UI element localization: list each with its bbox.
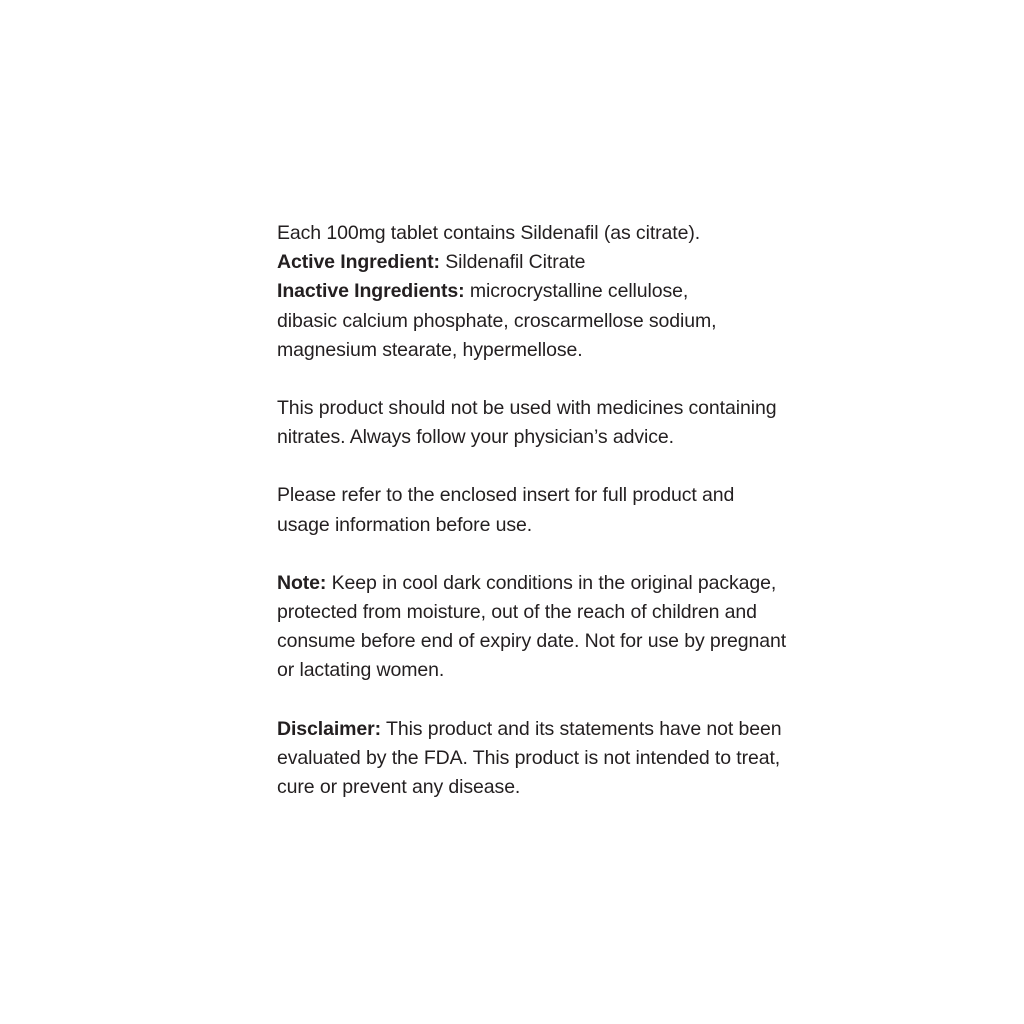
insert-line: Please refer to the enclosed insert for full product and: [277, 484, 735, 507]
disclaimer-paragraph: [277, 715, 857, 803]
inactive-ingredients-line: [277, 277, 857, 306]
nitrates-warning-paragraph: [277, 394, 857, 452]
disclaimer-line: cure or prevent any disease.: [277, 776, 521, 799]
note-line: or lactating women.: [277, 659, 445, 682]
note-line: [277, 569, 857, 598]
note-line: consume before end of expiry date. Not for use by pregnant: [277, 630, 787, 653]
disclaimer-label: Disclaimer:: [277, 717, 382, 740]
disclaimer-line: [277, 715, 857, 744]
disclaimer-line: evaluated by the FDA. This product is not intended to treat,: [277, 746, 781, 769]
inactive-ingredients-continued: magnesium stearate, hypermellose.: [277, 338, 583, 361]
inactive-ingredients-continued: dibasic calcium phosphate, croscarmellose sodium,: [277, 309, 717, 332]
active-ingredient-line: [277, 248, 857, 277]
composition-paragraph: [277, 219, 857, 365]
inactive-ingredients-label: Inactive Ingredients:: [277, 280, 465, 303]
warning-line: nitrates. Always follow your physician’s advice.: [277, 426, 674, 449]
inactive-ingredients-value: microcrystalline cellulose,: [464, 280, 689, 303]
note-line: protected from moisture, out of the reach of children and: [277, 601, 757, 624]
note-text: Keep in cool dark conditions in the original package,: [326, 571, 777, 594]
note-label: Note:: [277, 571, 327, 594]
note-paragraph: [277, 569, 857, 686]
disclaimer-text: This product and its statements have not been: [381, 717, 782, 740]
insert-line: usage information before use.: [277, 513, 533, 536]
warning-line: This product should not be used with medicines containing: [277, 397, 777, 420]
active-ingredient-label: Active Ingredient:: [277, 251, 440, 274]
tablet-contents-line: Each 100mg tablet contains Sildenafil (as citrate).: [277, 222, 701, 244]
insert-paragraph: [277, 481, 857, 539]
product-label-text: [277, 219, 857, 802]
active-ingredient-value: Sildenafil Citrate: [439, 251, 586, 274]
